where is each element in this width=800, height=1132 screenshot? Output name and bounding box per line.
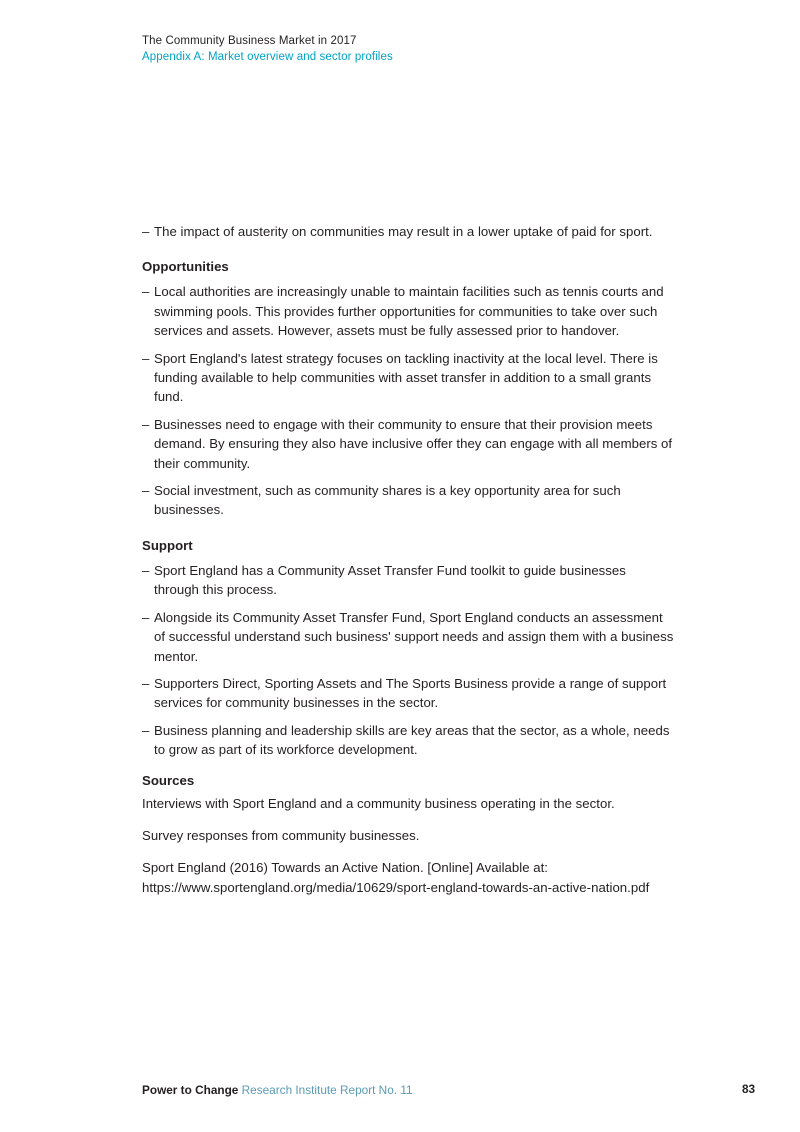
bullet-dash: – xyxy=(142,350,150,366)
list-item xyxy=(142,608,674,666)
list-item-text: Alongside its Community Asset Transfer Fund, Sport England conducts an assessment of successful understand such business' support needs and assign them with a business mentor. xyxy=(154,609,674,664)
bullet-dash: – xyxy=(142,609,150,625)
list-item-text: Local authorities are increasingly unable to maintain facilities such as tennis courts and swimming pools. This provides further opportunities for communities to take over such services and assets. However, assets must be fully assessed prior to handover. xyxy=(154,284,664,339)
bullet-dash: – xyxy=(142,284,150,300)
bullet-dash: – xyxy=(142,224,150,239)
list-item xyxy=(142,282,674,340)
list-item-text: Business planning and leadership skills are key areas that the sector, as a whole, needs to grow as part of its workforce development. xyxy=(154,722,670,758)
footer-brand: Power to Change xyxy=(142,1083,239,1097)
list-item xyxy=(142,561,674,600)
page-content xyxy=(142,222,674,897)
source-paragraph: Survey responses from community businesses. xyxy=(142,827,420,843)
list-item xyxy=(142,481,674,520)
section-heading-sources: Sources xyxy=(142,772,195,788)
bullet-dash: – xyxy=(142,483,150,499)
footer-report-label: Research Institute Report No. 11 xyxy=(238,1083,413,1097)
source-paragraph: Interviews with Sport England and a community business operating in the sector. xyxy=(142,795,615,811)
page-footer xyxy=(142,1082,702,1098)
list-item xyxy=(142,721,674,760)
list-item xyxy=(142,415,674,473)
list-item xyxy=(142,349,674,407)
source-paragraph: Sport England (2016) Towards an Active Nation. [Online] Available at: https://www.sportengland.org/media/10629/sport-england-towards-an-active-nation.pdf xyxy=(142,860,650,895)
list-item-text: Businesses need to engage with their community to ensure that their provision meets demand. By ensuring they also have inclusive offer they can engage with all members of their community. xyxy=(154,416,673,471)
list-item-text: Social investment, such as community shares is a key opportunity area for such businesses. xyxy=(154,483,621,518)
list-item xyxy=(142,222,674,241)
section-heading-opportunities: Opportunities xyxy=(142,259,229,275)
header-appendix-title: Appendix A: Market overview and sector profiles xyxy=(142,51,393,63)
list-item-text: Sport England's latest strategy focuses on tackling inactivity at the local level. There is funding available to help communities with asset transfer in addition to a small grants fund. xyxy=(154,350,658,405)
list-item-text: The impact of austerity on communities may result in a lower uptake of paid for sport. xyxy=(154,224,653,239)
bullet-dash: – xyxy=(142,722,150,738)
page-header xyxy=(142,33,702,65)
header-report-title: The Community Business Market in 2017 xyxy=(142,35,357,47)
bullet-dash: – xyxy=(142,562,150,578)
bullet-dash: – xyxy=(142,675,150,691)
bullet-dash: – xyxy=(142,416,150,432)
list-item-text: Supporters Direct, Sporting Assets and The Sports Business provide a range of support services for community businesses in the sector. xyxy=(154,675,667,711)
section-heading-support: Support xyxy=(142,537,193,553)
list-item xyxy=(142,674,674,713)
page-number: 83 xyxy=(742,1082,756,1096)
list-item-text: Sport England has a Community Asset Transfer Fund toolkit to guide businesses through this process. xyxy=(154,562,626,598)
